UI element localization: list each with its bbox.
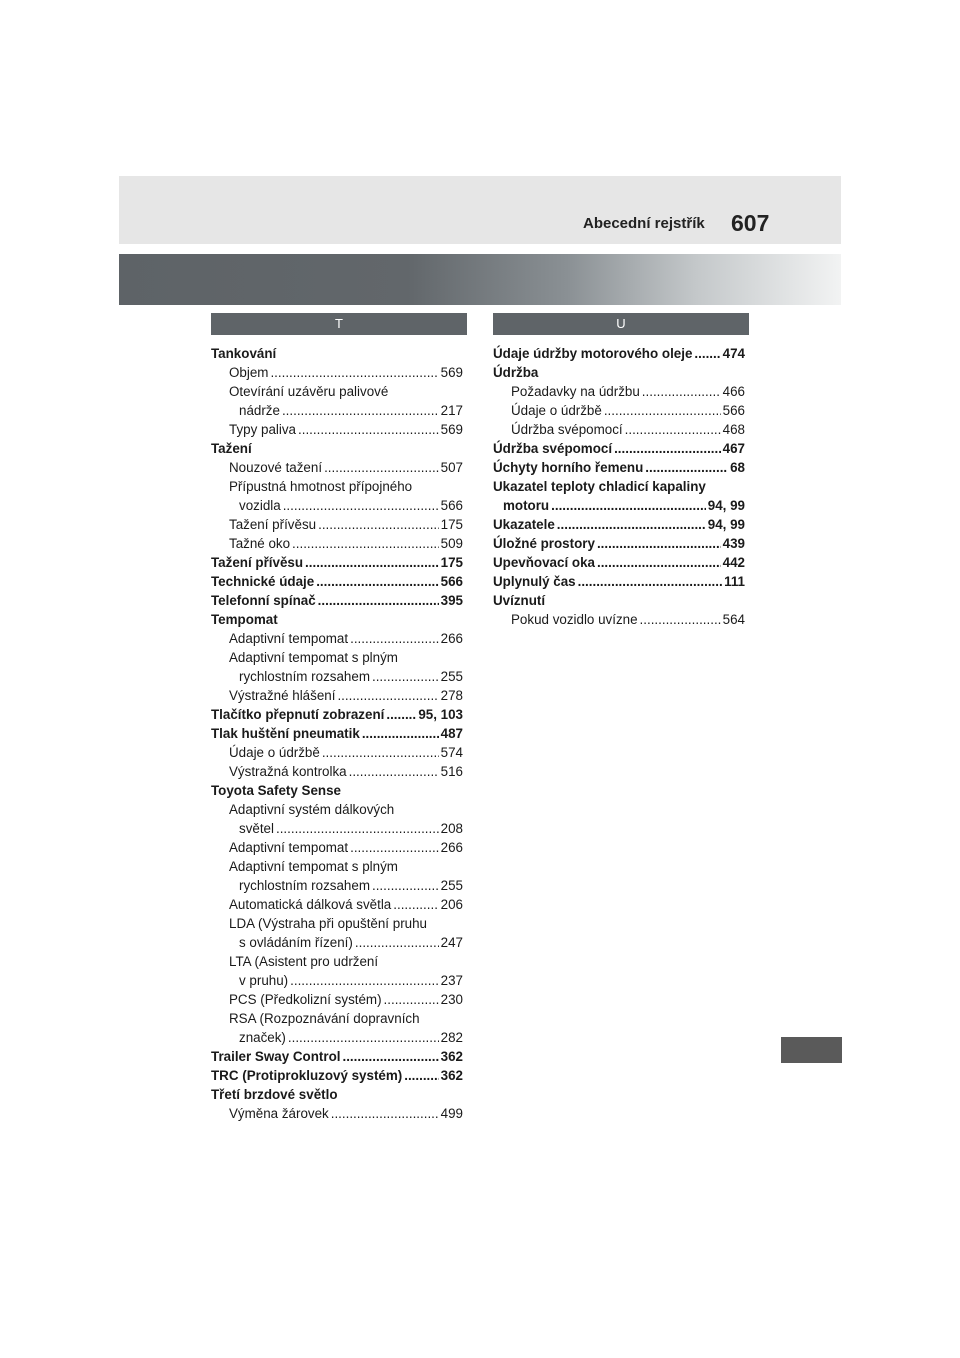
leader-dots — [386, 705, 416, 724]
leader-dots — [350, 629, 439, 648]
index-entry — [211, 819, 463, 838]
chapter-side-tab — [781, 1037, 842, 1063]
index-page-ref: 68 — [730, 460, 745, 475]
index-entry-text: Adaptivní tempomat s plným — [229, 859, 398, 874]
leader-dots — [331, 1104, 439, 1123]
index-entry-text: Adaptivní tempomat — [229, 840, 349, 855]
index-entry — [211, 990, 463, 1009]
leader-dots — [318, 515, 439, 534]
index-page-ref: 574 — [440, 745, 463, 760]
index-page-ref: 278 — [440, 688, 463, 703]
index-entry — [493, 363, 745, 382]
index-page-ref: 466 — [722, 384, 745, 399]
section-title: Abecední rejstřík — [583, 215, 705, 232]
index-page-ref: 467 — [722, 441, 745, 456]
index-entry — [211, 914, 463, 933]
index-page-ref: 474 — [722, 346, 745, 361]
index-page-ref: 487 — [440, 726, 463, 741]
index-entry — [211, 496, 463, 515]
index-page-ref: 442 — [722, 555, 745, 570]
index-page-ref: 266 — [440, 840, 463, 855]
index-entry — [493, 572, 745, 591]
index-page-ref: 95, 103 — [418, 707, 463, 722]
index-entry-text: světel — [239, 821, 274, 836]
leader-dots — [404, 1066, 438, 1085]
leader-dots — [349, 762, 439, 781]
index-entry — [211, 629, 463, 648]
index-page-ref: 247 — [440, 935, 463, 950]
leader-dots — [288, 1028, 439, 1047]
leader-dots — [292, 534, 439, 553]
index-entry — [211, 553, 463, 572]
index-entry — [211, 1047, 463, 1066]
leader-dots — [604, 401, 721, 420]
index-page-ref: 266 — [440, 631, 463, 646]
index-page-ref: 230 — [440, 992, 463, 1007]
index-entry — [211, 1085, 463, 1104]
leader-dots — [337, 686, 438, 705]
index-page-ref: 564 — [722, 612, 745, 627]
index-entry — [211, 933, 463, 952]
index-entry-text: Adaptivní tempomat — [229, 631, 349, 646]
index-entry-text: Přípustná hmotnost přípojného — [229, 479, 413, 494]
index-entry-text: Adaptivní systém dálkových — [229, 802, 395, 817]
index-entry — [211, 439, 463, 458]
index-page-ref: 566 — [722, 403, 745, 418]
leader-dots — [614, 439, 721, 458]
index-entry-text: Třetí brzdové světlo — [211, 1087, 338, 1102]
index-entry — [493, 534, 745, 553]
index-entry — [211, 1009, 463, 1028]
index-entry — [211, 724, 463, 743]
index-entry — [211, 971, 463, 990]
index-entry — [211, 952, 463, 971]
index-page-ref: 499 — [440, 1106, 463, 1121]
leader-dots — [597, 534, 721, 553]
index-entry-text: Výměna žárovek — [229, 1106, 329, 1121]
leader-dots — [645, 458, 728, 477]
index-entry-text: Údaje o údržbě — [511, 403, 602, 418]
index-page-ref: 175 — [440, 555, 463, 570]
leader-dots — [270, 363, 438, 382]
index-entry-text: Údržba — [493, 365, 539, 380]
index-entry-text: Adaptivní tempomat s plným — [229, 650, 398, 665]
index-entry-text: Upevňovací oka — [493, 555, 595, 570]
index-entry — [211, 762, 463, 781]
page-number: 607 — [731, 210, 770, 236]
index-entry-text: Tankování — [211, 346, 277, 361]
index-page-ref: 507 — [440, 460, 463, 475]
index-entry — [211, 458, 463, 477]
index-entry — [493, 344, 745, 363]
index-entry — [493, 496, 745, 515]
index-page-ref: 111 — [724, 574, 745, 589]
index-page-ref: 362 — [440, 1068, 463, 1083]
index-entry — [493, 591, 745, 610]
leader-dots — [642, 382, 721, 401]
index-entry-text: Tažení přívěsu — [211, 555, 304, 570]
index-entry-text: Ukazatele — [493, 517, 555, 532]
index-entry — [493, 420, 745, 439]
index-page-ref: 566 — [440, 574, 463, 589]
index-entry — [493, 477, 745, 496]
leader-dots — [384, 990, 439, 1009]
leader-dots — [355, 933, 439, 952]
leader-dots — [640, 610, 721, 629]
index-entry-text: v pruhu) — [239, 973, 289, 988]
index-page-ref: 94, 99 — [707, 517, 745, 532]
index-entry-text: Uplynulý čas — [493, 574, 576, 589]
index-entry-text: značek) — [239, 1030, 286, 1045]
index-entry — [211, 382, 463, 401]
index-entry — [211, 515, 463, 534]
index-entry-text: Automatická dálková světla — [229, 897, 392, 912]
index-entry — [493, 382, 745, 401]
index-entry-text: PCS (Předkolizní systém) — [229, 992, 382, 1007]
index-entry — [493, 515, 745, 534]
index-entry-text: Požadavky na údržbu — [511, 384, 640, 399]
index-entry-text: motoru — [503, 498, 550, 513]
index-entry — [211, 572, 463, 591]
index-page-ref: 206 — [440, 897, 463, 912]
leader-dots — [318, 591, 439, 610]
letter-header-t: T — [211, 313, 467, 335]
index-entry — [211, 363, 463, 382]
index-page-ref: 439 — [722, 536, 745, 551]
index-entry-text: Otevírání uzávěru palivové — [229, 384, 389, 399]
header-gradient-bar — [119, 254, 841, 305]
index-entry — [211, 781, 463, 800]
index-entry-text: Trailer Sway Control — [211, 1049, 341, 1064]
index-entry-text: Ukazatel teploty chladicí kapaliny — [493, 479, 706, 494]
index-entry-text: Výstražné hlášení — [229, 688, 336, 703]
leader-dots — [393, 895, 438, 914]
index-entry — [211, 1028, 463, 1047]
index-entry-text: Údaje o údržbě — [229, 745, 320, 760]
leader-dots — [283, 496, 439, 515]
index-column-u — [493, 344, 745, 629]
index-page-ref: 208 — [440, 821, 463, 836]
index-entry-text: nádrže — [239, 403, 280, 418]
leader-dots — [372, 876, 439, 895]
leader-dots — [290, 971, 439, 990]
index-entry — [211, 876, 463, 895]
index-entry — [211, 838, 463, 857]
index-entry-text: LDA (Výstraha při opuštění pruhu — [229, 916, 427, 931]
index-page-ref: 468 — [722, 422, 745, 437]
index-entry — [211, 591, 463, 610]
index-entry-text: Údržba svépomocí — [511, 422, 623, 437]
index-entry — [493, 553, 745, 572]
index-entry-text: Tažení přívěsu — [229, 517, 317, 532]
index-entry-text: Tempomat — [211, 612, 278, 627]
index-entry-text: Tažení — [211, 441, 252, 456]
index-entry-text: Údržba svépomocí — [493, 441, 613, 456]
index-page-ref: 566 — [440, 498, 463, 513]
index-entry — [493, 458, 745, 477]
index-entry-text: Údaje údržby motorového oleje — [493, 346, 693, 361]
leader-dots — [324, 458, 439, 477]
index-entry-text: TRC (Protiprokluzový systém) — [211, 1068, 403, 1083]
index-entry — [211, 1104, 463, 1123]
letter-header-u: U — [493, 313, 749, 335]
index-entry-text: Telefonní spínač — [211, 593, 316, 608]
index-entry — [493, 401, 745, 420]
index-entry-text: Uvíznutí — [493, 593, 546, 608]
index-page-ref: 395 — [440, 593, 463, 608]
index-entry-text: rychlostním rozsahem — [239, 669, 370, 684]
index-entry-text: Tlak huštění pneumatik — [211, 726, 360, 741]
index-entry-text: Úchyty horního řemenu — [493, 460, 644, 475]
index-entry-text: Pokud vozidlo uvízne — [511, 612, 638, 627]
index-entry-text: Toyota Safety Sense — [211, 783, 341, 798]
leader-dots — [342, 1047, 438, 1066]
index-entry-text: LTA (Asistent pro udržení — [229, 954, 379, 969]
leader-dots — [694, 344, 720, 363]
index-entry-text: rychlostním rozsahem — [239, 878, 370, 893]
index-entry — [493, 439, 745, 458]
leader-dots — [305, 553, 439, 572]
index-page-ref: 255 — [440, 878, 463, 893]
leader-dots — [282, 401, 439, 420]
index-page-ref: 175 — [440, 517, 463, 532]
leader-dots — [557, 515, 706, 534]
index-entry-text: s ovládáním řízení) — [239, 935, 353, 950]
index-entry — [493, 610, 745, 629]
leader-dots — [362, 724, 439, 743]
index-entry-text: Typy paliva — [229, 422, 296, 437]
index-entry — [211, 648, 463, 667]
index-entry-text: Objem — [229, 365, 269, 380]
index-entry — [211, 686, 463, 705]
index-page-ref: 217 — [440, 403, 463, 418]
leader-dots — [551, 496, 706, 515]
index-entry — [211, 800, 463, 819]
index-page-ref: 94, 99 — [707, 498, 745, 513]
index-entry-text: Tažné oko — [229, 536, 291, 551]
index-entry — [211, 667, 463, 686]
index-page-ref: 255 — [440, 669, 463, 684]
index-entry-text: Nouzové tažení — [229, 460, 323, 475]
index-page-ref: 516 — [440, 764, 463, 779]
index-entry — [211, 1066, 463, 1085]
leader-dots — [597, 553, 721, 572]
index-entry — [211, 610, 463, 629]
index-entry — [211, 344, 463, 363]
index-page-ref: 569 — [440, 422, 463, 437]
index-entry-text: Úložné prostory — [493, 536, 595, 551]
index-entry — [211, 743, 463, 762]
index-entry — [211, 895, 463, 914]
index-page-ref: 237 — [440, 973, 463, 988]
index-entry — [211, 857, 463, 876]
index-entry — [211, 705, 463, 724]
index-entry — [211, 534, 463, 553]
leader-dots — [322, 743, 439, 762]
index-entry-text: Tlačítko přepnutí zobrazení — [211, 707, 385, 722]
index-column-t — [211, 344, 463, 1123]
leader-dots — [316, 572, 438, 591]
index-entry — [211, 477, 463, 496]
index-entry-text: Výstražná kontrolka — [229, 764, 347, 779]
index-entry — [211, 420, 463, 439]
leader-dots — [350, 838, 439, 857]
index-page-ref: 282 — [440, 1030, 463, 1045]
index-page-ref: 569 — [440, 365, 463, 380]
leader-dots — [298, 420, 439, 439]
index-entry-text: RSA (Rozpoznávání dopravních — [229, 1011, 420, 1026]
index-entry-text: vozidla — [239, 498, 281, 513]
leader-dots — [578, 572, 723, 591]
leader-dots — [372, 667, 439, 686]
index-page-ref: 362 — [440, 1049, 463, 1064]
leader-dots — [276, 819, 439, 838]
index-page-ref: 509 — [440, 536, 463, 551]
leader-dots — [625, 420, 721, 439]
index-entry — [211, 401, 463, 420]
index-entry-text: Technické údaje — [211, 574, 315, 589]
